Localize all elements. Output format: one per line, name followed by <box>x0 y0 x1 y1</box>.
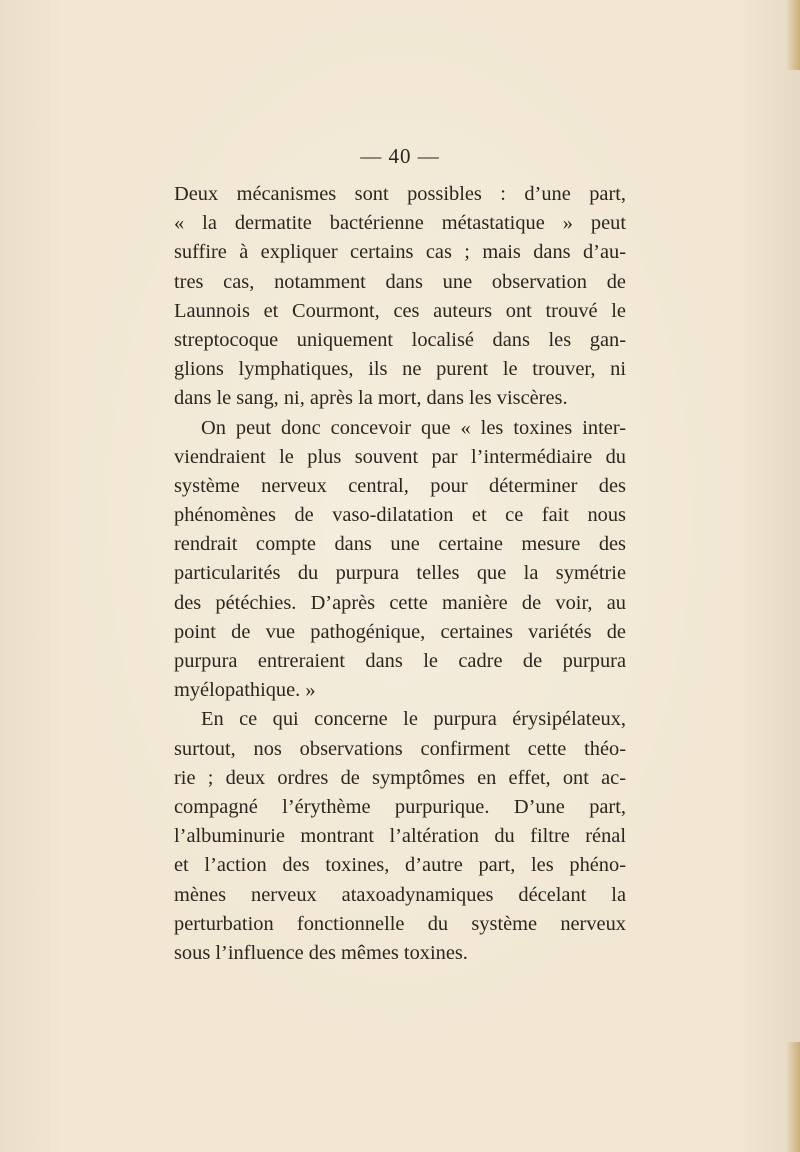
paragraph-2 <box>174 414 626 706</box>
text-line: En ce qui concerne le purpura érysipélateux, <box>201 708 626 731</box>
paragraph-1 <box>174 180 626 414</box>
text-line: des pétéchies. D’après cette manière de voir, au <box>174 591 626 614</box>
text-line: surtout, nos observations confirment cette théo- <box>174 737 626 760</box>
text-line: rie ; deux ordres de symptômes en effet, ont ac- <box>174 766 626 789</box>
text-line: « la dermatite bactérienne métastatique » peut <box>174 212 626 235</box>
text-line: phénomènes de vaso-dilatation et ce fait nous <box>174 504 626 527</box>
page-edge-stain-bottom <box>786 1042 800 1152</box>
text-line: viendraient le plus souvent par l’intermédiaire du <box>174 445 626 468</box>
text-line: suffire à expliquer certains cas ; mais dans d’au- <box>174 241 626 264</box>
text-line: l’albuminurie montrant l’altération du filtre rénal <box>174 825 626 848</box>
text-line: mènes nerveux ataxoadynamiques décelant la <box>174 883 626 906</box>
text-line: dans le sang, ni, après la mort, dans les viscères. <box>174 387 568 410</box>
text-line: Deux mécanismes sont possibles : d’une part, <box>174 183 626 205</box>
page-edge-stain-top <box>786 0 800 70</box>
text-line: sous l’influence des mêmes toxines. <box>174 941 468 964</box>
paragraph-3 <box>174 705 626 968</box>
text-line: On peut donc concevoir que « les toxines inter- <box>201 416 626 439</box>
text-line: Launnois et Courmont, ces auteurs ont trouvé le <box>174 299 626 322</box>
page-number: — 40 — <box>360 144 440 168</box>
text-line: compagné l’érythème purpurique. D’une part, <box>174 795 626 818</box>
text-line: rendrait compte dans une certaine mesure des <box>174 533 626 556</box>
text-line: purpura entreraient dans le cadre de purpura <box>174 650 626 672</box>
text-line: glions lymphatiques, ils ne purent le trouver, ni <box>174 358 626 381</box>
text-line: particularités du purpura telles que la symétrie <box>174 562 626 585</box>
document-page <box>174 144 626 968</box>
text-line: streptocoque uniquement localisé dans les gan- <box>174 328 626 351</box>
text-line: point de vue pathogénique, certaines variétés de <box>174 620 626 643</box>
text-line: et l’action des toxines, d’autre part, les phéno- <box>174 854 626 877</box>
text-line: myélopathique. » <box>174 679 316 702</box>
text-line: tres cas, notamment dans une observation de <box>174 270 626 293</box>
text-line: perturbation fonctionnelle du système nerveux <box>174 912 626 935</box>
text-line: système nerveux central, pour déterminer des <box>174 474 626 497</box>
